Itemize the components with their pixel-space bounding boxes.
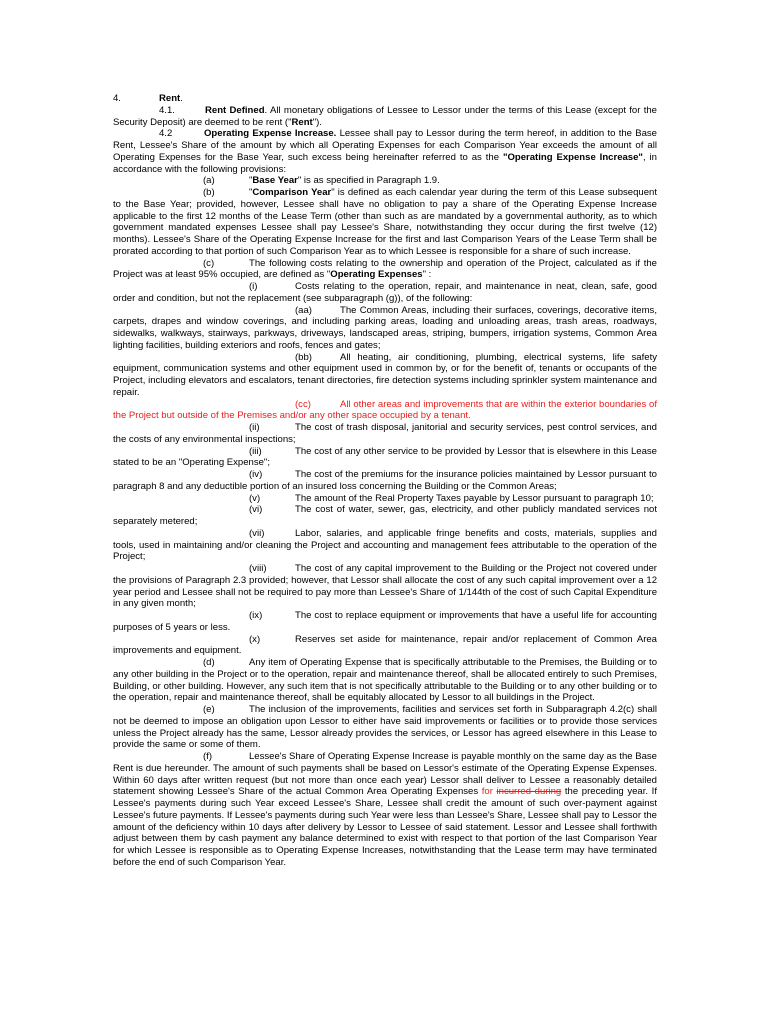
subparagraph-label: (f) bbox=[203, 751, 213, 762]
subparagraph-f: (f) Lessee's Share of Operating Expense Increase is payable monthly on the same day as the Base Rent is due hereunder. The amount of such payments shall be based on Lessor's estimate of the Operating Expense Expenses. Within 60 days after written request (but not more than once each year) Lessor shall deliver to Lessee a reasonably detailed statement showing Lessee's Share of the actual Common Area Operating Expenses for incurred during the preceding year. If Lessee's payments during such Year exceed Lessee's Share, Lessee shall credit the amount of such over-payment against Lessee's future payments. If Lessee's payments during such Year were less than Lessee's Share, Lessee shall pay to Lessor the amount of the deficiency within 10 days after delivery by Lessor to Lessee of said statement. Lessor and Lessee shall forthwith adjust between them by cash payment any balance determined to exist with respect to that portion of the last Comparison Year for which Lessee is responsible as to Operating Expense Increases, notwithstanding that the Lease term may have terminated before the end of such Comparison Year. bbox=[113, 751, 657, 868]
paragraph-heading: Rent Defined bbox=[205, 104, 265, 116]
item-c-vii: (vii) Labor, salaries, and applicable fringe benefits and costs, materials, supplies and tools, used in maintaining and/or cleaning the Project and accounting and management fees attributable to the operation of the Project; bbox=[113, 527, 657, 563]
item-c-ix: (ix) The cost to replace equipment or improvements that have a useful life for accounting purposes of 5 years or less. bbox=[113, 610, 657, 633]
item-label: (aa) bbox=[295, 304, 312, 316]
paragraph-4-2: 4.2 Operating Expense Increase. Lessee shall pay to Lessor during the term hereof, in addition to the Base Rent, Lessee's Share of the amount by which all Operating Expenses for each Comparison Year exceeds the amount of all Operating Expenses for the Base Year, such excess being hereinafter referred to as the "Operating Expense Increase", in accordance with the following provisions: bbox=[113, 128, 657, 175]
item-c-iv: (iv) The cost of the premiums for the insurance policies maintained by Lessor pursuant to paragraph 8 and any deductible portion of an insured loss concerning the Building or the Common Areas; bbox=[113, 469, 657, 492]
item-label: (v) bbox=[249, 492, 261, 504]
item-c-vi: (vi) The cost of water, sewer, gas, electricity, and other publicly mandated services not separately metered; bbox=[113, 504, 657, 527]
item-c-viii: (viii) The cost of any capital improvement to the Building or the Project not covered under the provisions of Paragraph 2.3 provided; however, that Lessor shall allocate the cost of any such capital improvement over a 12 year period and Lessee shall not be required to pay more than Lessee's Share of 1/144th of the cost of such Capital Expenditure in any given month; bbox=[113, 563, 657, 610]
item-label: (vi) bbox=[249, 504, 263, 516]
subparagraph-label: (d) bbox=[203, 657, 215, 668]
paragraph-heading: Operating Expense Increase. bbox=[204, 128, 337, 140]
subparagraph-label: (e) bbox=[203, 704, 215, 715]
item-label: (viii) bbox=[249, 563, 267, 574]
item-label: (ix) bbox=[249, 610, 263, 621]
redline-deletion: incurred during bbox=[496, 786, 562, 798]
section-title: Rent bbox=[159, 93, 181, 104]
item-c-bb: (bb) All heating, air conditioning, plumbing, electrical systems, life safety equipment, communication systems and other equipment used in common by, or for the benefit of, tenants or occupants of the Project, including elevators and escalators, tenant directories, fire detection systems including sprinkler system maintenance and repair. bbox=[113, 351, 657, 398]
subparagraph-e: (e) The inclusion of the improvements, facilities and services set forth in Subparagraph 4.2(c) shall not be deemed to impose an obligation upon Lessor to either have said improvements or facilities or to provide those services unless the Project already has the same, Lessor already provides the services, or Lessor has agreed elsewhere in this Lease to provide the same or some of them. bbox=[113, 704, 657, 751]
section-heading: 4. Rent. bbox=[113, 93, 183, 104]
lease-document-body bbox=[113, 93, 657, 869]
item-label: (bb) bbox=[295, 351, 312, 363]
item-label: (iv) bbox=[249, 469, 263, 480]
item-c-aa: (aa) The Common Areas, including their surfaces, coverings, decorative items, carpets, drapes and window coverings, and including parking areas, loading and unloading areas, trash areas, roadways, sidewalks, walkways, stairways, parkways, driveways, landscaped areas, striping, bumpers, irrigation systems, Common Area lighting facilities, building exteriors and roofs, fences and gates; bbox=[113, 304, 657, 351]
paragraph-number: 4.2 bbox=[159, 128, 173, 140]
item-label: (cc) bbox=[295, 398, 311, 410]
subparagraph-c: (c) The following costs relating to the ownership and operation of the Project, calculated as if the Project was at least 95% occupied, are defined as "Operating Expenses" : bbox=[113, 257, 657, 281]
item-label: (x) bbox=[249, 633, 261, 645]
subparagraph-b: (b) "Comparison Year" is defined as each calendar year during the term of this Lease subsequent to the Base Year; provided, however, Lessee shall have no obligation to pay a share of the Operating Expense Increase applicable to the first 12 months of the Lease Term (other than such as are mandated by a governmental authority, as to which government mandated expenses Lessee shall pay Lessee's Share, notwithstanding they occur during the first twelve (12) months). Lessee's Share of the Operating Expense Increase for the first and last Comparison Years of the Lease Term shall be prorated according to that portion of such Comparison Year as to which Lessee is responsible for a share of such increase. bbox=[113, 187, 657, 257]
paragraph-4-1: 4.1. Rent Defined. All monetary obligations of Lessee to Lessor under the terms of this Lease (except for the Security Deposit) are deemed to be rent ("Rent"). bbox=[113, 104, 657, 128]
redline-insertion: for bbox=[481, 786, 493, 798]
item-c-i: (i) Costs relating to the operation, repair, and maintenance in neat, clean, safe, good order and condition, but not the replacement (see subparagraph (g)), of the following: bbox=[113, 281, 657, 304]
item-label: (vii) bbox=[249, 527, 265, 539]
item-label: (i) bbox=[249, 281, 258, 292]
subparagraph-label: (c) bbox=[203, 257, 215, 269]
item-c-cc-redline: (cc) All other areas and improvements that are within the exterior boundaries of the Project but outside of the Premises and/or any other space occupied by a tenant. bbox=[113, 398, 657, 422]
subparagraph-label: (b) bbox=[203, 187, 215, 198]
item-label: (iii) bbox=[249, 445, 262, 457]
item-c-iii: (iii) The cost of any other service to be provided by Lessor that is elsewhere in this Lease stated to be an "Operating Expense"; bbox=[113, 445, 657, 469]
item-c-ii: (ii) The cost of trash disposal, janitorial and security services, pest control services, and the costs of any environmental inspections; bbox=[113, 422, 657, 445]
subparagraph-d: (d) Any item of Operating Expense that is specifically attributable to the Premises, the Building or to any other building in the Project or to the operation, repair and maintenance thereof, shall be allocated entirely to such Premises, Building, or other building. However, any such item that is not specifically attributable to the Building or to any other building or to the operation, repair and maintenance thereof, shall be equitably allocated by Lessor to all buildings in the Project. bbox=[113, 657, 657, 704]
item-c-v: (v) The amount of the Real Property Taxes payable by Lessor pursuant to paragraph 10; bbox=[249, 492, 654, 504]
subparagraph-label: (a) bbox=[203, 175, 215, 187]
item-label: (ii) bbox=[249, 422, 260, 433]
paragraph-number: 4.1. bbox=[159, 104, 175, 116]
section-number: 4. bbox=[113, 93, 121, 104]
subparagraph-a: (a) "Base Year" is as specified in Paragraph 1.9. bbox=[203, 175, 440, 187]
item-c-x: (x) Reserves set aside for maintenance, repair and/or replacement of Common Area improvements and equipment. bbox=[113, 633, 657, 657]
